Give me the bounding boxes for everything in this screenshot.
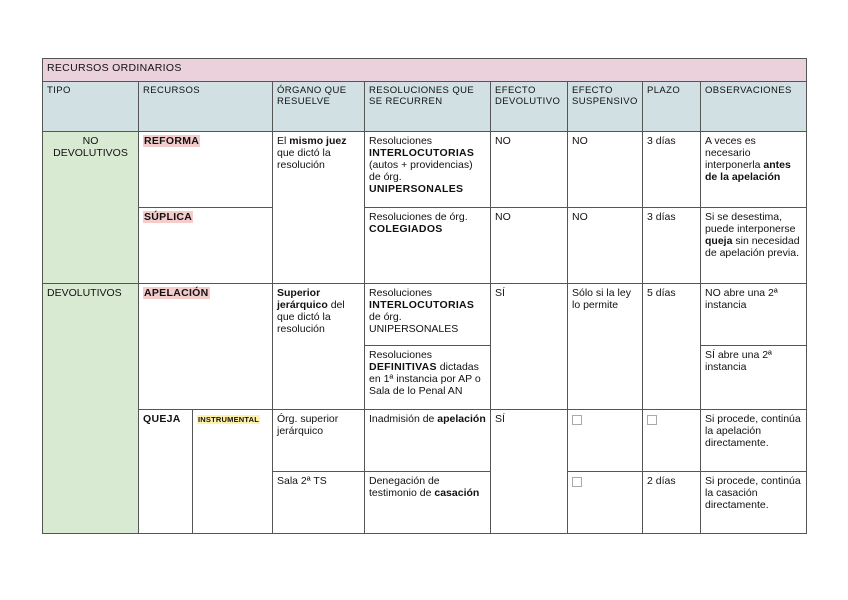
recurso-queja: QUEJA — [143, 413, 181, 425]
observaciones-reforma: A veces es necesario interponerla antes de la apelación — [701, 132, 807, 208]
instrumental-badge: INSTRUMENTAL — [198, 415, 260, 424]
table-row — [43, 208, 807, 284]
recurso-reforma: REFORMA — [144, 135, 200, 147]
organo-apelacion: Superior jerárquico del que dictó la resolución — [273, 284, 365, 410]
table-row — [43, 132, 807, 208]
plazo-reforma: 3 días — [643, 132, 701, 208]
header-tipo: TIPO — [43, 82, 139, 132]
resoluciones-suplica: Resoluciones de órg. COLEGIADOS — [365, 208, 491, 284]
observaciones-queja-1: Si procede, continúa la apelación directamente. — [701, 410, 807, 472]
suspensivo-reforma: NO — [568, 132, 643, 208]
recurso-reforma-cell — [139, 132, 273, 208]
header-efecto-suspensivo: EFECTO SUSPENSIVO — [568, 82, 643, 132]
resoluciones-queja-2: Denegación de testimonio de casación — [365, 472, 491, 534]
table-row — [43, 410, 807, 472]
recursos-ordinarios-table — [42, 58, 807, 534]
header-organo: ÓRGANO QUE RESUELVE — [273, 82, 365, 132]
empty-checkbox-icon — [572, 415, 582, 425]
recurso-apelacion: APELACIÓN — [144, 287, 209, 299]
plazo-apelacion: 5 días — [643, 284, 701, 410]
recurso-queja-cell — [139, 410, 193, 534]
suspensivo-apelacion: Sólo si la ley lo permite — [568, 284, 643, 410]
plazo-suplica: 3 días — [643, 208, 701, 284]
recurso-apelacion-cell — [139, 284, 273, 410]
observaciones-apelacion-1: NO abre una 2ª instancia — [701, 284, 807, 346]
plazo-queja-2: 2 días — [643, 472, 701, 534]
table-row — [43, 284, 807, 346]
queja-badge-cell — [193, 410, 273, 534]
resoluciones-apelacion-2: Resoluciones DEFINITIVAS dictadas en 1ª instancia por AP o Sala de lo Penal AN — [365, 346, 491, 410]
header-recursos: RECURSOS — [139, 82, 273, 132]
table-title-row — [43, 59, 807, 82]
suspensivo-queja-2 — [568, 472, 643, 534]
plazo-queja-1 — [643, 410, 701, 472]
tipo-no-devolutivos: NO DEVOLUTIVOS — [43, 132, 139, 284]
devolutivo-apelacion: SÍ — [491, 284, 568, 410]
table-header-row — [43, 82, 807, 132]
empty-checkbox-icon — [647, 415, 657, 425]
recurso-suplica: SÚPLICA — [144, 211, 193, 223]
observaciones-apelacion-2: SÍ abre una 2ª instancia — [701, 346, 807, 410]
header-resoluciones: RESOLUCIONES QUE SE RECURREN — [365, 82, 491, 132]
organo-queja-2: Sala 2ª TS — [273, 472, 365, 534]
suspensivo-suplica: NO — [568, 208, 643, 284]
devolutivo-suplica: NO — [491, 208, 568, 284]
suspensivo-queja-1 — [568, 410, 643, 472]
header-plazo: PLAZO — [643, 82, 701, 132]
table-title: RECURSOS ORDINARIOS — [43, 59, 807, 82]
resoluciones-apelacion-1: Resoluciones INTERLOCUTORIAS de órg. UNIPERSONALES — [365, 284, 491, 346]
devolutivo-queja: SÍ — [491, 410, 568, 534]
devolutivo-reforma: NO — [491, 132, 568, 208]
resoluciones-reforma: Resoluciones INTERLOCUTORIAS (autos + providencias) de órg. UNIPERSONALES — [365, 132, 491, 208]
observaciones-queja-2: Si procede, continúa la casación directamente. — [701, 472, 807, 534]
tipo-devolutivos: DEVOLUTIVOS — [43, 284, 139, 534]
observaciones-suplica: Si se desestima, puede interponerse queja sin necesidad de apelación previa. — [701, 208, 807, 284]
empty-checkbox-icon — [572, 477, 582, 487]
header-observaciones: OBSERVACIONES — [701, 82, 807, 132]
header-efecto-devolutivo: EFECTO DEVOLUTIVO — [491, 82, 568, 132]
resoluciones-queja-1: Inadmisión de apelación — [365, 410, 491, 472]
recurso-suplica-cell — [139, 208, 273, 284]
organo-no-devolutivos: El mismo juez que dictó la resolución — [273, 132, 365, 284]
organo-queja-1: Órg. superior jerárquico — [273, 410, 365, 472]
